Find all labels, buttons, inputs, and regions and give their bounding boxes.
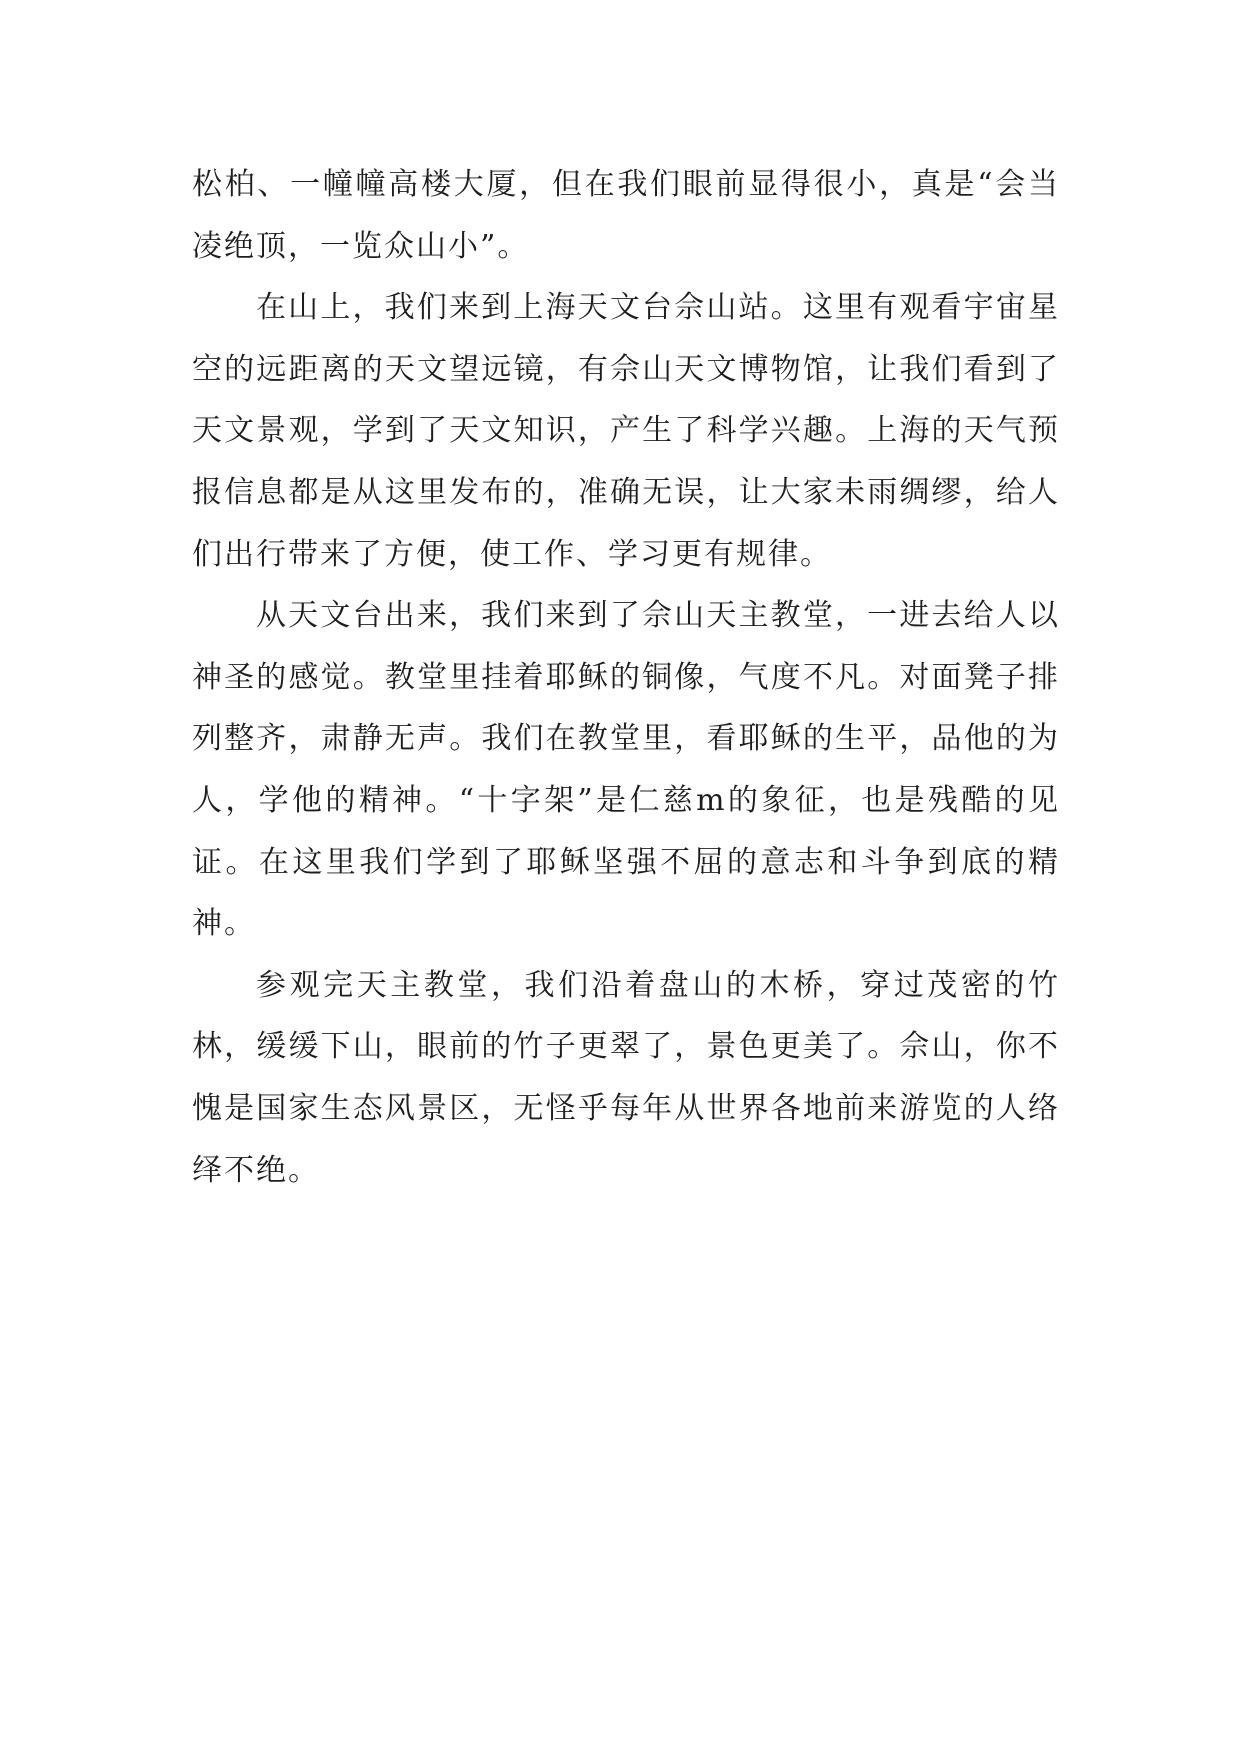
paragraph-church: 从天文台出来，我们来到了佘山天主教堂，一进去给人以神圣的感觉。教堂里挂着耶稣的铜像，气度不凡。对面凳子排列整齐，肃静无声。我们在教堂里，看耶稣的生平，品他的为人，学他的精神。“十字架”是仁慈m的象征，也是残酷的见证。在这里我们学到了耶稣坚强不屈的意志和斗争到底的精神。	[192, 598, 1060, 942]
paragraph-descent: 参观完天主教堂，我们沿着盘山的木桥，穿过茂密的竹林，缓缓下山，眼前的竹子更翠了，景色更美了。佘山，你不愧是国家生态风景区，无怪乎每年从世界各地前来游览的人络绎不绝。	[192, 967, 1060, 1188]
paragraph-continuation: 松柏、一幢幢高楼大厦，但在我们眼前显得很小，真是“会当凌绝顶，一览众山小”。	[192, 167, 1060, 264]
paragraph-observatory: 在山上，我们来到上海天文台佘山站。这里有观看宇宙星空的远距离的天文望远镜，有佘山天文博物馆，让我们看到了天文景观，学到了天文知识，产生了科学兴趣。上海的天气预报信息都是从这里发布的，准确无误，让大家未雨绸缪，给人们出行带来了方便，使工作、学习更有规律。	[192, 290, 1060, 572]
body-text	[192, 154, 1060, 1201]
